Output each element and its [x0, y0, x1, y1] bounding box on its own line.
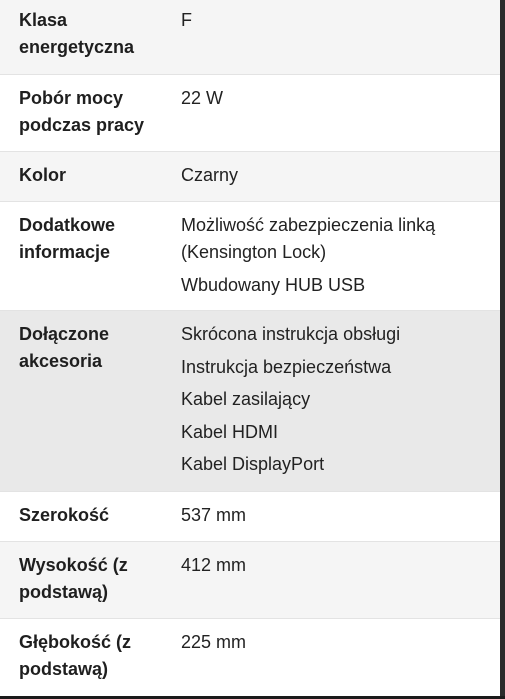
- spec-values: [181, 321, 486, 484]
- spec-label: Klasa energetyczna: [19, 10, 135, 57]
- spec-values: [181, 162, 486, 195]
- spec-values: [181, 552, 486, 585]
- spec-value: Kabel HDMI: [181, 421, 279, 442]
- spec-row-height: [0, 542, 500, 619]
- spec-label: Kolor: [19, 165, 66, 185]
- spec-value: 412 mm: [181, 555, 247, 575]
- spec-values: [181, 212, 486, 304]
- spec-row-included-accessories: [0, 311, 500, 492]
- spec-value: F: [181, 10, 192, 30]
- spec-value: Możliwość zabezpieczenia linką (Kensington Lock): [181, 215, 436, 262]
- spec-values: [181, 502, 486, 535]
- spec-value: 225 mm: [181, 632, 247, 652]
- spec-value: Instrukcja bezpieczeństwa: [181, 356, 392, 377]
- spec-value: Wbudowany HUB USB: [181, 274, 366, 295]
- spec-row-color: [0, 152, 500, 202]
- spec-values: [181, 7, 486, 40]
- spec-label: Dołączone akcesoria: [19, 324, 110, 371]
- spec-row-additional-info: [0, 202, 500, 311]
- spec-value: 537 mm: [181, 505, 247, 525]
- screen-edge-right: [500, 0, 505, 699]
- spec-row-energy-class: [0, 0, 500, 75]
- spec-label: Szerokość: [19, 505, 110, 525]
- spec-value: 22 W: [181, 88, 224, 108]
- spec-label: Głębokość (z podstawą): [19, 632, 132, 679]
- spec-value: Skrócona instrukcja obsługi: [181, 324, 401, 344]
- spec-label: Wysokość (z podstawą): [19, 555, 128, 602]
- spec-row-power-consumption: [0, 75, 500, 152]
- spec-value: Kabel zasilający: [181, 389, 311, 409]
- spec-row-depth: [0, 619, 500, 699]
- spec-value: Kabel DisplayPort: [181, 454, 325, 474]
- spec-value: Czarny: [181, 165, 239, 185]
- spec-label: Dodatkowe informacje: [19, 215, 116, 262]
- spec-row-width: [0, 492, 500, 542]
- spec-label: Pobór mocy podczas pracy: [19, 88, 145, 135]
- spec-values: [181, 85, 486, 118]
- spec-values: [181, 629, 486, 662]
